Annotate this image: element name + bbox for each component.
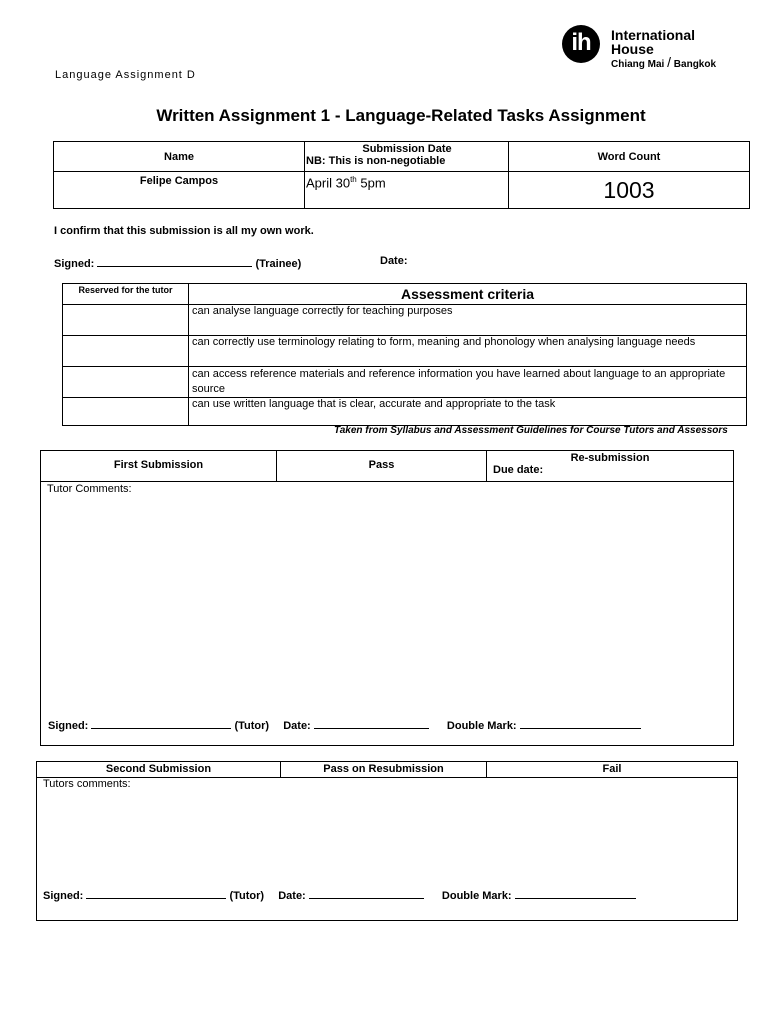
criteria-table	[62, 283, 747, 426]
ih-logo	[562, 23, 732, 70]
date-label: Date:	[278, 890, 306, 902]
trainee-label: (Trainee)	[255, 258, 302, 270]
criteria-item: can analyse language correctly for teaching purposes	[189, 305, 747, 336]
trainee-date-label: Date:	[380, 255, 408, 267]
assignment-label: Language Assignment D	[55, 69, 196, 81]
word-count-header: Word Count	[509, 142, 750, 172]
logo-city-1: Chiang Mai	[611, 59, 665, 70]
criteria-item: can access reference materials and reference information you have learned about language to an appropriate source	[189, 367, 747, 398]
signed-label: Signed:	[48, 720, 89, 732]
submission-date-value: April 30th 5pm	[305, 172, 509, 209]
tutor-label: (Tutor)	[234, 720, 270, 732]
due-date-label: Due date:	[493, 464, 544, 476]
tutor-comments-field[interactable]	[47, 499, 727, 709]
ih-logo-mark: ih	[562, 25, 600, 63]
criteria-tutor-cell[interactable]	[63, 305, 189, 336]
first-signature-row	[48, 717, 641, 732]
second-signature-row	[43, 887, 636, 902]
submission-date-header	[305, 142, 509, 172]
tutors-comments-field[interactable]	[43, 794, 731, 878]
resubmission-cell	[487, 451, 733, 476]
criteria-tutor-cell[interactable]	[63, 367, 189, 398]
submission-date-header-line1: Submission Date	[362, 143, 452, 155]
tutor-date-field[interactable]	[309, 887, 424, 899]
double-mark-field[interactable]	[520, 717, 641, 729]
criteria-title: Assessment criteria	[189, 284, 747, 305]
tutors-comments-label: Tutors comments:	[43, 778, 131, 790]
criteria-item: can use written language that is clear, accurate and appropriate to the task	[189, 398, 747, 426]
confirm-statement: I confirm that this submission is all my own work.	[54, 225, 314, 237]
double-mark-field[interactable]	[515, 887, 636, 899]
first-submission-header	[41, 451, 733, 482]
criteria-item: can correctly use terminology relating to form, meaning and phonology when analysing language needs	[189, 336, 747, 367]
resubmission-label: Re-submission	[570, 452, 650, 464]
criteria-tutor-cell[interactable]	[63, 336, 189, 367]
reserved-header: Reserved for the tutor	[63, 284, 189, 305]
date-label: Date:	[283, 720, 311, 732]
name-header: Name	[54, 142, 305, 172]
submission-table	[53, 141, 750, 209]
logo-city-2: Bangkok	[673, 59, 717, 70]
signed-label: Signed:	[54, 258, 95, 270]
double-mark-label: Double Mark:	[441, 890, 512, 902]
first-submission-label: First Submission	[41, 451, 277, 481]
pass-on-resubmission-label: Pass on Resubmission	[281, 762, 487, 777]
name-value: Felipe Campos	[54, 172, 305, 209]
logo-slash: /	[667, 54, 672, 70]
second-submission-header	[37, 762, 737, 778]
submission-date-header-line2: NB: This is non-negotiable	[306, 155, 446, 167]
second-submission-label: Second Submission	[37, 762, 281, 777]
first-submission-box	[40, 450, 734, 746]
pass-label: Pass	[277, 451, 487, 481]
tutor-signature-field[interactable]	[91, 717, 231, 729]
logo-line-1: International	[611, 27, 696, 43]
page-title: Written Assignment 1 - Language-Related Tasks Assignment	[156, 106, 646, 125]
date-superscript: th	[350, 175, 357, 184]
tutor-signature-field[interactable]	[86, 887, 226, 899]
logo-line-3	[611, 54, 716, 70]
double-mark-label: Double Mark:	[446, 720, 517, 732]
tutor-comments-label: Tutor Comments:	[47, 483, 132, 495]
tutor-label: (Tutor)	[229, 890, 265, 902]
criteria-tutor-cell[interactable]	[63, 398, 189, 426]
second-submission-box	[36, 761, 738, 921]
logo-line-2: House	[611, 41, 654, 57]
tutor-date-field[interactable]	[314, 717, 429, 729]
trainee-signature-field[interactable]	[97, 255, 252, 267]
signed-label: Signed:	[43, 890, 84, 902]
fail-label: Fail	[602, 763, 622, 775]
trainee-signature-line	[54, 255, 301, 270]
criteria-source: Taken from Syllabus and Assessment Guidelines for Course Tutors and Assessors	[334, 425, 728, 436]
word-count-value: 1003	[509, 172, 750, 209]
